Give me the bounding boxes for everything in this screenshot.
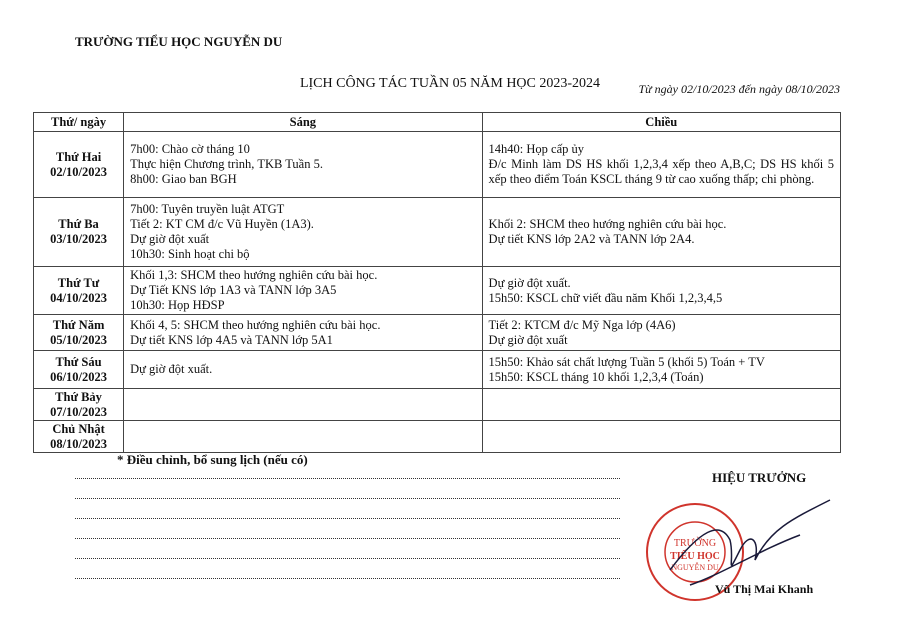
day-name: Thứ Ba — [58, 217, 99, 231]
day-cell — [34, 267, 124, 315]
dotted-line — [75, 498, 620, 499]
date-range: Từ ngày 02/10/2023 đến ngày 08/10/2023 — [638, 82, 840, 96]
schedule-table — [33, 112, 841, 453]
table-row — [34, 351, 841, 389]
dotted-line — [75, 578, 620, 579]
header-day: Thứ/ ngày — [34, 113, 124, 132]
dotted-line — [75, 478, 620, 479]
morning-cell — [124, 421, 482, 453]
principal-label: HIỆU TRƯỞNG — [712, 470, 807, 485]
day-cell — [34, 421, 124, 453]
day-cell — [34, 315, 124, 351]
afternoon-cell: Tiết 2: KTCM đ/c Mỹ Nga lớp (4A6) Dự giờ đột xuất — [482, 315, 840, 351]
table-header — [34, 113, 841, 132]
morning-cell — [124, 389, 482, 421]
day-cell — [34, 132, 124, 198]
day-date: 03/10/2023 — [50, 232, 108, 246]
dotted-line — [75, 538, 620, 539]
day-cell — [34, 198, 124, 267]
day-name: Thứ Năm — [52, 317, 105, 332]
table-row — [34, 315, 841, 351]
dotted-line — [75, 518, 620, 519]
header-afternoon: Chiều — [482, 113, 840, 132]
afternoon-cell: Khối 2: SHCM theo hướng nghiên cứu bài học. Dự tiết KNS lớp 2A2 và TANN lớp 2A4. — [482, 198, 840, 267]
header-morning: Sáng — [124, 113, 482, 132]
table-row — [34, 421, 841, 453]
svg-text:TIỂU HỌC: TIỂU HỌC — [670, 551, 720, 562]
morning-cell: 7h00: Chào cờ tháng 10 Thực hiện Chương trình, TKB Tuần 5. 8h00: Giao ban BGH — [124, 132, 482, 198]
adjustment-note: * Điều chỉnh, bổ sung lịch (nếu có) — [117, 452, 308, 467]
morning-cell: Khối 4, 5: SHCM theo hướng nghiên cứu bài học. Dự tiết KNS lớp 4A5 và TANN lớp 5A1 — [124, 315, 482, 351]
signature — [670, 500, 830, 585]
day-cell — [34, 389, 124, 421]
day-date: 07/10/2023 — [50, 404, 108, 419]
day-date: 04/10/2023 — [50, 290, 108, 305]
table-row — [34, 389, 841, 421]
svg-text:NGUYỄN DU: NGUYỄN DU — [671, 563, 719, 572]
morning-cell: 7h00: Tuyên truyền luật ATGT Tiết 2: KT CM đ/c Vũ Huyền (1A3). Dự giờ đột xuất 10h30: Sinh hoạt chi bộ — [124, 198, 482, 267]
dotted-line — [75, 558, 620, 559]
afternoon-cell: 15h50: Khảo sát chất lượng Tuần 5 (khối 5) Toán + TV 15h50: KSCL tháng 10 khối 1,2,3,4 (Toán) — [482, 351, 840, 389]
table-row — [34, 132, 841, 198]
afternoon-cell: 14h40: Họp cấp ủy Đ/c Minh làm DS HS khối 1,2,3,4 xếp theo A,B,C; DS HS khối 5 xếp theo điểm Toán KSCL tháng 9 từ cao xuống thấp; chi phòng. — [482, 132, 840, 198]
morning-cell: Khối 1,3: SHCM theo hướng nghiên cứu bài học. Dự Tiết KNS lớp 1A3 và TANN lớp 3A5 10h30: Họp HĐSP — [124, 267, 482, 315]
day-date: 02/10/2023 — [50, 164, 108, 179]
day-date: 05/10/2023 — [50, 332, 108, 347]
afternoon-cell — [482, 421, 840, 453]
afternoon-cell — [482, 389, 840, 421]
day-date: 06/10/2023 — [50, 369, 108, 384]
day-name: Thứ Sáu — [55, 354, 102, 369]
day-name: Thứ Hai — [55, 149, 102, 164]
day-name: Chủ Nhật — [52, 421, 105, 436]
day-name: Thứ Bảy — [55, 389, 102, 404]
day-cell — [34, 351, 124, 389]
signer-name: Vũ Thị Mai Khanh — [715, 582, 814, 596]
svg-text:TRƯỜNG: TRƯỜNG — [673, 538, 717, 549]
document-title: LỊCH CÔNG TÁC TUẦN 05 NĂM HỌC 2023-2024 — [299, 76, 601, 91]
table-row — [34, 198, 841, 267]
school-name: TRƯỜNG TIỂU HỌC NGUYỄN DU — [75, 34, 283, 49]
afternoon-cell: Dự giờ đột xuất. 15h50: KSCL chữ viết đầu năm Khối 1,2,3,4,5 — [482, 267, 840, 315]
day-name: Thứ Tư — [57, 275, 100, 290]
day-date: 08/10/2023 — [50, 436, 108, 451]
morning-cell: Dự giờ đột xuất. — [124, 351, 482, 389]
table-row — [34, 267, 841, 315]
